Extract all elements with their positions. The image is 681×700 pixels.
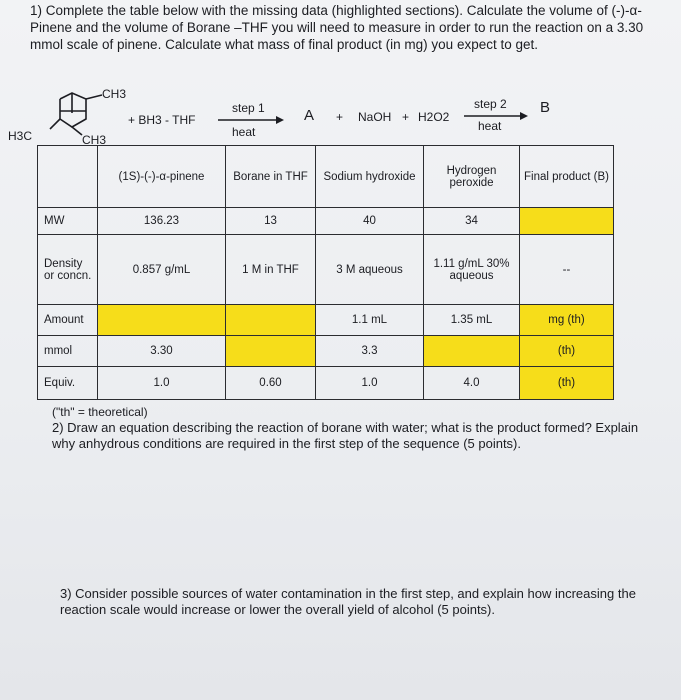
question-2-text: 2) Draw an equation describing the reaction of borane with water; what is the product formed? Explain why anhydrous conditions are required in the first step of the sequence (5 points).: [52, 420, 639, 451]
table-cell: 136.23: [98, 208, 226, 235]
row-label: mmol: [38, 336, 98, 367]
table-cell: 0.857 g/mL: [98, 235, 226, 305]
product-b: B: [540, 99, 551, 116]
row-label: MW: [38, 208, 98, 235]
plus-sign-2: +: [402, 110, 410, 124]
table-row: [38, 305, 614, 336]
step1-label: step 1: [232, 101, 265, 115]
table-cell: 1.0: [98, 367, 226, 400]
heat1-label: heat: [232, 125, 256, 139]
table-header-cell: Sodium hydroxide: [316, 146, 424, 208]
table-cell-missing[interactable]: [226, 336, 316, 367]
table-row: [38, 235, 614, 305]
table-cell: 1.1 mL: [316, 305, 424, 336]
h3c-label: H3C: [8, 129, 33, 143]
question-3-text: 3) Consider possible sources of water contamination in the first step, and explain how increasing the reaction scale would increase or lower the overall yield of alcohol (5 points).: [60, 586, 636, 617]
table-header-cell: Borane in THF: [226, 146, 316, 208]
table-cell: 1 M in THF: [226, 235, 316, 305]
table-header-cell: Final product (B): [520, 146, 614, 208]
table-cell: 40: [316, 208, 424, 235]
product-a: A: [304, 107, 315, 124]
row-label: Equiv.: [38, 367, 98, 400]
table-cell-missing[interactable]: (th): [520, 336, 614, 367]
table-cell: 1.0: [316, 367, 424, 400]
table-cell-missing[interactable]: [520, 208, 614, 235]
table-cell: 3.30: [98, 336, 226, 367]
row-label: Amount: [38, 305, 98, 336]
table-cell-missing[interactable]: [424, 336, 520, 367]
table-cell: 1.11 g/mL 30% aqueous: [424, 235, 520, 305]
table-header-cell: [38, 146, 98, 208]
table-row: [38, 367, 614, 400]
step1-arrow-icon: [218, 115, 284, 125]
question-1-text: 1) Complete the table below with the missing data (highlighted sections). Calculate the volume of (-)-α-Pinene and the volume of Borane –THF you will need to measure in order to run the reaction on a 3.30 mmol scale of pinene. Calculate what mass of final product (in mg) you expect to get.: [30, 3, 644, 52]
table-cell: 3.3: [316, 336, 424, 367]
table-cell: 34: [424, 208, 520, 235]
table-header-cell: (1S)-(-)-α-pinene: [98, 146, 226, 208]
plus-sign: +: [336, 110, 344, 124]
table-cell: --: [520, 235, 614, 305]
table-cell-missing[interactable]: [98, 305, 226, 336]
borane-reagent: + BH3 - THF: [128, 113, 196, 127]
heat2-label: heat: [478, 119, 502, 133]
h2o2-label: H2O2: [418, 110, 450, 124]
table-cell: 3 M aqueous: [316, 235, 424, 305]
table-row: [38, 336, 614, 367]
table-cell: 0.60: [226, 367, 316, 400]
table-cell-missing[interactable]: (th): [520, 367, 614, 400]
ch3-top-label: CH3: [102, 87, 127, 101]
row-label: Density or concn.: [38, 235, 98, 305]
table-header-cell: Hydrogen peroxide: [424, 146, 520, 208]
table-cell-missing[interactable]: [226, 305, 316, 336]
table-cell: 1.35 mL: [424, 305, 520, 336]
ch3-bottom-label: CH3: [82, 133, 107, 147]
table-header-row: [38, 146, 614, 208]
step2-label: step 2: [474, 97, 507, 111]
table-row: [38, 208, 614, 235]
reagent-table: [37, 145, 614, 400]
naoh-label: NaOH: [358, 110, 392, 124]
table-cell-missing[interactable]: mg (th): [520, 305, 614, 336]
table-cell: 4.0: [424, 367, 520, 400]
table-cell: 13: [226, 208, 316, 235]
theoretical-note: ("th" = theoretical): [52, 405, 148, 419]
